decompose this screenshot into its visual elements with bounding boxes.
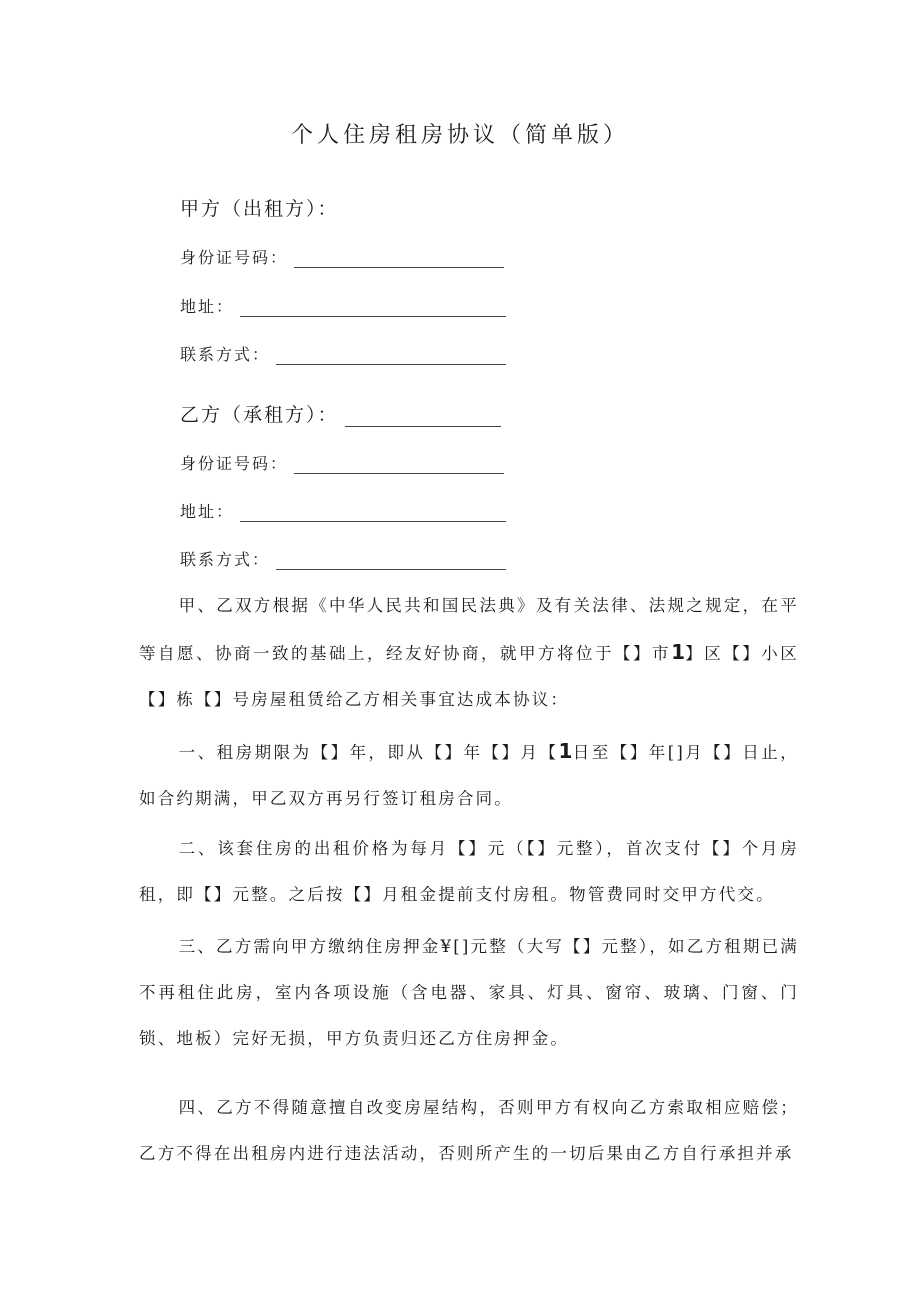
party-a-address-blank[interactable] — [240, 298, 506, 317]
party-a-heading-label: 甲方（出租方）： — [180, 198, 339, 220]
intro-text-part2: 】区【】小区【】栋【】号房屋租赁给乙方相关事宜达成本协议： — [139, 644, 799, 709]
party-b-contact-label: 联系方式： — [180, 550, 271, 569]
party-b-name-blank[interactable] — [345, 408, 501, 427]
intro-text-part1: 甲、乙双方根据《中华人民共和国民法典》及有关法律、法规之规定，在平等自愿、协商一致的基础上，经友好协商，就甲方将位于【】市 — [139, 596, 799, 663]
party-a-heading — [180, 194, 339, 221]
intro-paragraph — [139, 583, 799, 723]
document-title: 个人住房租房协议（简单版） — [290, 123, 629, 148]
clause-1-bold-number: 1 — [558, 739, 573, 763]
party-b-address-label: 地址： — [180, 502, 235, 521]
party-b-address-field — [180, 499, 506, 522]
clause-3-paragraph: 三、乙方需向甲方缴纳住房押金¥[]元整（大写【】元整），如乙方租期已满不再租住此房，室内各项设施（含电器、家具、灯具、窗帘、玻璃、门窗、门锁、地板）完好无损，甲方负责归还乙方住房押金。 — [139, 937, 799, 1048]
party-a-id-field — [180, 245, 504, 268]
party-a-id-blank[interactable] — [294, 249, 504, 268]
party-b-id-blank[interactable] — [294, 455, 504, 474]
clause-4-paragraph: 四、乙方不得随意擅自改变房屋结构，否则甲方有权向乙方索取相应赔偿；乙方不得在出租房内进行违法活动，否则所产生的一切后果由乙方自行承担并承 — [139, 1098, 799, 1163]
party-b-id-field — [180, 451, 504, 474]
party-b-address-blank[interactable] — [240, 503, 506, 522]
party-b-heading — [180, 400, 501, 427]
intro-bold-number: 1 — [671, 640, 685, 664]
clause-1-paragraph — [139, 728, 799, 822]
party-b-contact-field — [180, 547, 506, 570]
party-b-contact-blank[interactable] — [276, 551, 506, 570]
party-a-contact-label: 联系方式： — [180, 345, 271, 364]
party-a-contact-blank[interactable] — [276, 346, 506, 365]
party-b-id-label: 身份证号码： — [180, 454, 289, 473]
clause-2-paragraph: 二、该套住房的出租价格为每月【】元（【】元整），首次支付【】个月房租，即【】元整。之后按【】月租金提前支付房租。物管费同时交甲方代交。 — [139, 839, 799, 904]
party-a-id-label: 身份证号码： — [180, 248, 289, 267]
party-a-address-label: 地址： — [180, 297, 235, 316]
party-a-contact-field — [180, 342, 506, 365]
party-a-address-field — [180, 294, 506, 317]
party-b-heading-label: 乙方（承租方）： — [180, 404, 339, 426]
clause-1-text-part2: 日至【】年[]月【】日止，如合约期满，甲乙双方再另行签订租房合同。 — [139, 743, 799, 808]
clause-1-text-part1: 一、租房期限为【】年，即从【】年【】月【 — [178, 743, 559, 762]
